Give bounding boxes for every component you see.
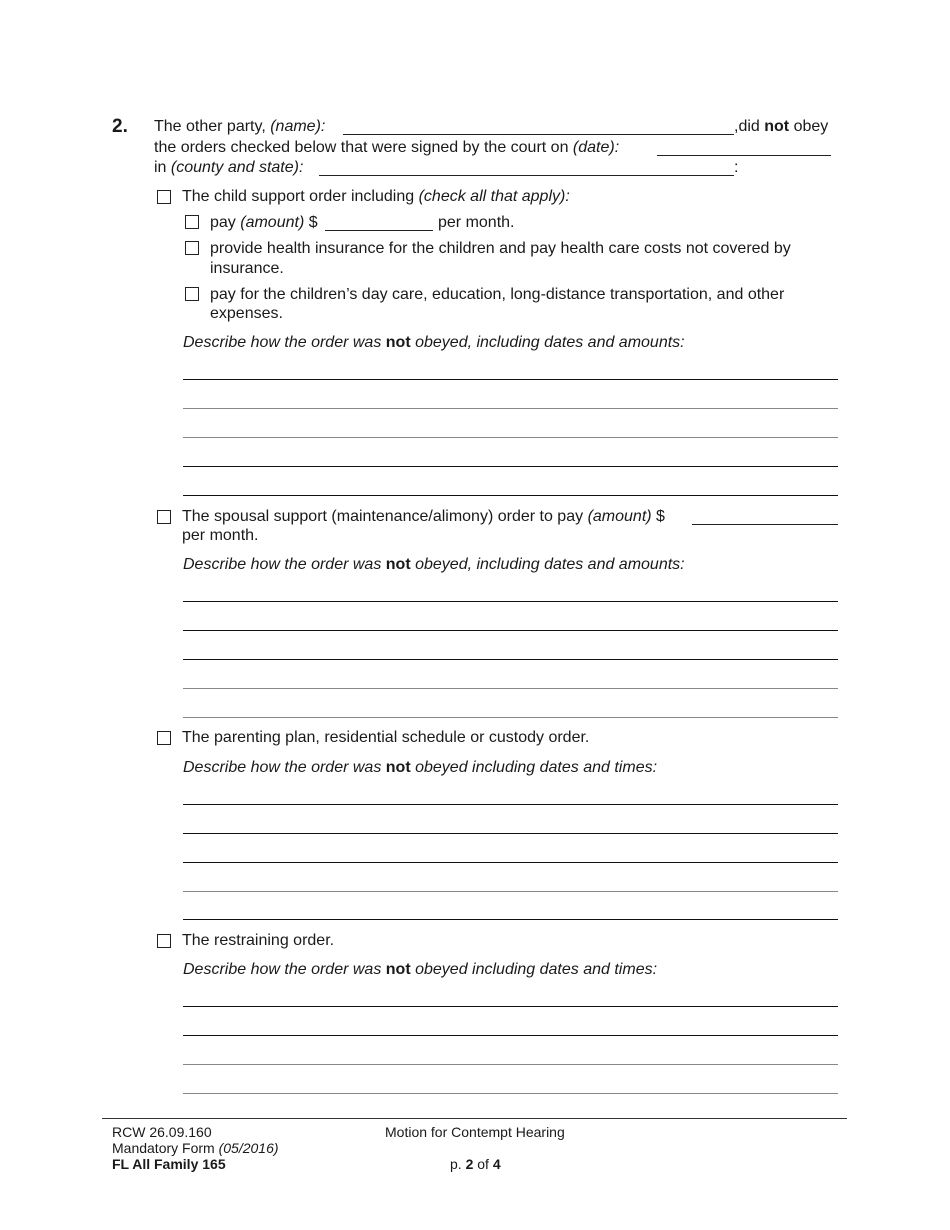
spousal-support-amount-field[interactable]: [692, 524, 838, 525]
restraining-order-answer-line[interactable]: [183, 1093, 838, 1094]
spousal-support-describe-prompt: Describe how the order was not obeyed, including dates and amounts:: [183, 556, 685, 573]
footer-page-number: p. 2 of 4: [450, 1156, 501, 1172]
footer-divider: [102, 1118, 847, 1119]
restraining-order-describe-prompt: Describe how the order was not obeyed including dates and times:: [183, 961, 658, 978]
health-insurance-checkbox[interactable]: [185, 241, 199, 255]
did-not-obey-text: ,did not obey: [734, 118, 829, 135]
spousal-support-per-month: per month.: [182, 527, 259, 544]
spousal-support-answer-line[interactable]: [183, 688, 838, 689]
parenting-plan-answer-line[interactable]: [183, 833, 838, 834]
county-colon: :: [734, 159, 739, 176]
child-support-answer-line[interactable]: [183, 408, 838, 409]
health-insurance-line2: insurance.: [210, 260, 284, 277]
child-support-per-month: per month.: [438, 214, 515, 231]
footer-rcw: RCW 26.09.160: [112, 1124, 212, 1140]
parenting-plan-answer-line[interactable]: [183, 804, 838, 805]
restraining-order-label: The restraining order.: [182, 932, 335, 949]
child-support-answer-line[interactable]: [183, 437, 838, 438]
other-party-name-field[interactable]: [343, 134, 734, 135]
child-support-answer-line[interactable]: [183, 495, 838, 496]
restraining-order-answer-line[interactable]: [183, 1006, 838, 1007]
county-state-text: in (county and state):: [154, 159, 304, 176]
child-support-answer-line[interactable]: [183, 466, 838, 467]
child-support-amount-field[interactable]: [325, 230, 433, 231]
parenting-plan-label: The parenting plan, residential schedule or custody order.: [182, 729, 590, 746]
child-support-answer-line[interactable]: [183, 379, 838, 380]
pay-amount-checkbox[interactable]: [185, 215, 199, 229]
footer-mandatory-form: Mandatory Form (05/2016): [112, 1140, 279, 1156]
parenting-plan-describe-prompt: Describe how the order was not obeyed including dates and times:: [183, 759, 658, 776]
section-number: 2.: [112, 116, 128, 137]
order-date-field[interactable]: [657, 155, 831, 156]
health-insurance-line1: provide health insurance for the children and pay health care costs not covered by: [210, 240, 791, 257]
orders-signed-text: the orders checked below that were signed by the court on (date):: [154, 139, 620, 156]
footer-form-id: FL All Family 165: [112, 1156, 226, 1172]
spousal-support-label: The spousal support (maintenance/alimony) order to pay (amount) $: [182, 508, 665, 525]
child-support-describe-prompt: Describe how the order was not obeyed, including dates and amounts:: [183, 334, 685, 351]
child-support-label: The child support order including (check all that apply):: [182, 188, 570, 205]
parenting-plan-checkbox[interactable]: [157, 731, 171, 745]
daycare-line1: pay for the children’s day care, education, long-distance transportation, and other: [210, 286, 785, 303]
spousal-support-answer-line[interactable]: [183, 659, 838, 660]
spousal-support-answer-line[interactable]: [183, 717, 838, 718]
daycare-line2: expenses.: [210, 305, 283, 322]
parenting-plan-answer-line[interactable]: [183, 891, 838, 892]
restraining-order-answer-line[interactable]: [183, 1064, 838, 1065]
footer-form-title: Motion for Contempt Hearing: [385, 1124, 565, 1140]
pay-amount-label: pay (amount) $: [210, 214, 318, 231]
parenting-plan-answer-line[interactable]: [183, 919, 838, 920]
spousal-support-answer-line[interactable]: [183, 601, 838, 602]
county-state-field[interactable]: [319, 175, 734, 176]
parenting-plan-answer-line[interactable]: [183, 862, 838, 863]
child-support-checkbox[interactable]: [157, 190, 171, 204]
spousal-support-answer-line[interactable]: [183, 630, 838, 631]
restraining-order-answer-line[interactable]: [183, 1035, 838, 1036]
other-party-intro: The other party, (name):: [154, 118, 326, 135]
spousal-support-checkbox[interactable]: [157, 510, 171, 524]
restraining-order-checkbox[interactable]: [157, 934, 171, 948]
daycare-checkbox[interactable]: [185, 287, 199, 301]
